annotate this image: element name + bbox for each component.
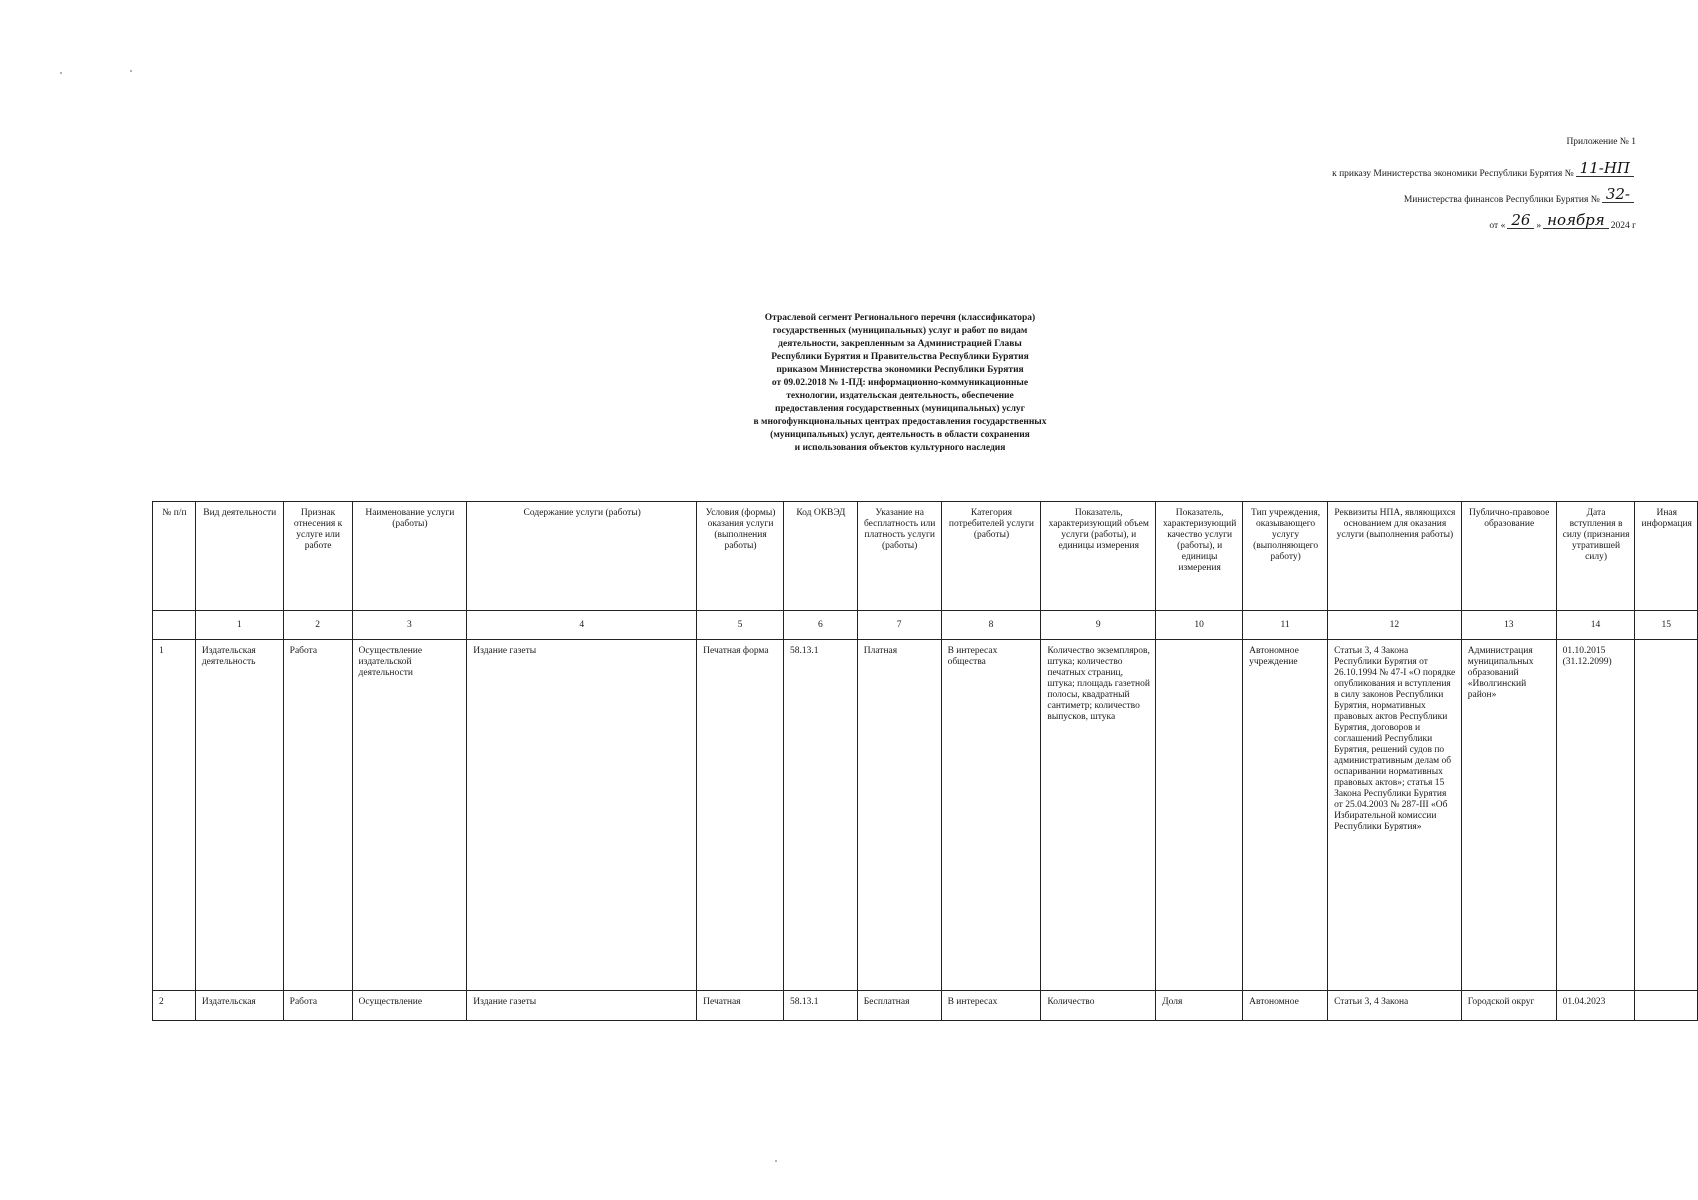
cell-text: Издание газеты bbox=[473, 997, 537, 1007]
table-cell bbox=[1041, 991, 1156, 1021]
table-cell bbox=[467, 991, 697, 1021]
scan-speck bbox=[130, 70, 132, 72]
column-number-cell: 10 bbox=[1156, 611, 1243, 640]
table-cell: Осуществление издательской деятельности bbox=[352, 640, 467, 991]
title-line: технологии, издательская деятельность, обеспечение bbox=[786, 391, 1014, 401]
cell-text: Осуществление bbox=[358, 997, 423, 1007]
header-cell: Показатель, характеризующий качество услуги (работы), и единицы измерения bbox=[1156, 502, 1243, 611]
appendix-line-4 bbox=[1489, 211, 1636, 232]
header-cell: Вид деятельности bbox=[195, 502, 283, 611]
header-cell: Код ОКВЭД bbox=[783, 502, 857, 611]
table-cell bbox=[1156, 991, 1243, 1021]
cell-text: Работа bbox=[289, 997, 318, 1007]
header-cell: Признак отнесения к услуге или работе bbox=[283, 502, 352, 611]
title-line: приказом Министерства экономики Республики Бурятия bbox=[776, 365, 1024, 375]
table-cell bbox=[352, 991, 467, 1021]
handwritten-finance-number: 32- bbox=[1602, 187, 1634, 203]
column-number-cell: 4 bbox=[467, 611, 697, 640]
table-cell: 1 bbox=[153, 640, 196, 991]
cell-text: Издательская bbox=[201, 997, 256, 1007]
table-cell bbox=[941, 991, 1041, 1021]
column-number-cell: 7 bbox=[857, 611, 941, 640]
title-line: Республики Бурятия и Правительства Республики Бурятия bbox=[771, 352, 1029, 362]
table-cell: Статьи 3, 4 Закона Республики Бурятия от 26.10.1994 № 47-I «О порядке опубликования и вступления в силу законов Республики Бурятия, нормативных правовых актов Республики Бурятия, договоров и соглашений Республики Бурятия, решений судов по административным делам об оспаривании нормативных правовых актов»; статья 15 Закона Республики Бурятия от 25.04.2003 № 287-III «Об Избирательной комиссии Республики Бурятия» bbox=[1328, 640, 1462, 991]
appendix-line-2-text: к приказу Министерства экономики Республики Бурятия № bbox=[1332, 169, 1574, 179]
column-number-cell: 1 bbox=[195, 611, 283, 640]
header-cell: Категория потребителей услуги (работы) bbox=[941, 502, 1041, 611]
column-number-cell: 5 bbox=[697, 611, 784, 640]
table-cell bbox=[283, 991, 352, 1021]
appendix-line-1: Приложение № 1 bbox=[1566, 137, 1636, 147]
title-line: и использования объектов культурного наследия bbox=[794, 443, 1006, 453]
table-header-row bbox=[153, 502, 1698, 611]
table-cell: 58.13.1 bbox=[783, 640, 857, 991]
appendix-line-2 bbox=[1332, 159, 1636, 180]
title-line: Отраслевой сегмент Регионального перечня (классификатора) bbox=[764, 313, 1036, 323]
header-cell: Реквизиты НПА, являющихся основанием для оказания услуги (выполнения работы) bbox=[1328, 502, 1462, 611]
cell-text: Доля bbox=[1162, 997, 1183, 1007]
header-cell: Показатель, характеризующий объем услуги (работы), и единицы измерения bbox=[1041, 502, 1156, 611]
table-cell: Автономное учреждение bbox=[1243, 640, 1328, 991]
cell-text: Количество bbox=[1047, 997, 1095, 1007]
table-cell bbox=[1243, 991, 1328, 1021]
table-cell bbox=[1556, 991, 1635, 1021]
handwritten-day: 26 bbox=[1507, 213, 1534, 229]
table-cell bbox=[195, 991, 283, 1021]
header-cell: Указание на бесплатность или платность услуги (работы) bbox=[857, 502, 941, 611]
cell-text: Печатная bbox=[703, 997, 741, 1007]
scan-speck bbox=[775, 1160, 777, 1162]
header-cell: Дата вступления в силу (признания утратившей силу) bbox=[1556, 502, 1635, 611]
cell-text: 2 bbox=[159, 997, 164, 1007]
header-cell: Публично-правовое образование bbox=[1461, 502, 1556, 611]
title-line: предоставления государственных (муниципальных) услуг bbox=[775, 404, 1025, 414]
appendix-line-3 bbox=[1403, 185, 1636, 206]
table-cell: Платная bbox=[857, 640, 941, 991]
table-cell bbox=[1461, 991, 1556, 1021]
column-number-cell: 14 bbox=[1556, 611, 1635, 640]
cell-text: Городской округ bbox=[1467, 997, 1535, 1007]
table-cell bbox=[697, 991, 784, 1021]
header-cell: Условия (формы) оказания услуги (выполнения работы) bbox=[697, 502, 784, 611]
table-cell: Издание газеты bbox=[467, 640, 697, 991]
appendix-line-3-text: Министерства финансов Республики Бурятия № bbox=[1403, 195, 1600, 205]
table-cell bbox=[1328, 991, 1462, 1021]
header-cell: Тип учреждения, оказывающего услугу (выполняющего работу) bbox=[1243, 502, 1328, 611]
header-cell: № п/п bbox=[153, 502, 196, 611]
scan-speck bbox=[60, 72, 62, 74]
table-cell: Количество экземпляров, штука; количество печатных страниц, штука; площадь газетной полосы, квадратный сантиметр; количество выпусков, штука bbox=[1041, 640, 1156, 991]
column-number-cell: 11 bbox=[1243, 611, 1328, 640]
header-cell: Наименование услуги (работы) bbox=[352, 502, 467, 611]
table-cell bbox=[857, 991, 941, 1021]
table-cell: Администрация муниципальных образований «Иволгинский район» bbox=[1461, 640, 1556, 991]
table-cell: Издательская деятельность bbox=[195, 640, 283, 991]
cell-text: В интересах bbox=[947, 997, 998, 1007]
document-title bbox=[690, 312, 1110, 455]
services-register-table bbox=[152, 501, 1698, 1021]
table-cell: Работа bbox=[283, 640, 352, 991]
title-line: деятельности, закрепленным за Администрацией Главы bbox=[778, 339, 1022, 349]
cell-text: Бесплатная bbox=[863, 997, 910, 1007]
title-line: от 09.02.2018 № 1-ПД: информационно-коммуникационные bbox=[771, 378, 1029, 388]
date-mid: » bbox=[1536, 221, 1542, 231]
cell-text: Автономное bbox=[1249, 997, 1299, 1007]
column-number-cell: 6 bbox=[783, 611, 857, 640]
cell-text: 01.04.2023 bbox=[1562, 997, 1606, 1007]
column-number-cell: 13 bbox=[1461, 611, 1556, 640]
handwritten-month: ноября bbox=[1543, 213, 1609, 229]
header-cell: Иная информация bbox=[1635, 502, 1698, 611]
table-row bbox=[153, 991, 1698, 1021]
table-cell bbox=[1156, 640, 1243, 991]
cell-text: Статьи 3, 4 Закона bbox=[1334, 997, 1409, 1007]
table-cell: 01.10.2015 (31.12.2099) bbox=[1556, 640, 1635, 991]
header-cell: Содержание услуги (работы) bbox=[467, 502, 697, 611]
title-line: (муниципальных) услуг, деятельность в области сохранения bbox=[770, 430, 1030, 440]
date-prefix: от « bbox=[1489, 221, 1506, 231]
table-row bbox=[153, 640, 1698, 991]
table-cell: Печатная форма bbox=[697, 640, 784, 991]
column-number-row bbox=[153, 611, 1698, 640]
title-line: государственных (муниципальных) услуг и работ по видам bbox=[772, 326, 1028, 336]
table-cell bbox=[153, 991, 196, 1021]
column-number-cell: 2 bbox=[283, 611, 352, 640]
table-cell bbox=[1635, 991, 1698, 1021]
column-number-cell: 15 bbox=[1635, 611, 1698, 640]
date-suffix: 2024 г bbox=[1610, 221, 1636, 231]
title-line: в многофункциональных центрах предоставления государственных bbox=[753, 417, 1047, 427]
cell-text: 58.13.1 bbox=[789, 997, 819, 1007]
column-number-cell: 8 bbox=[941, 611, 1041, 640]
column-number-cell: 9 bbox=[1041, 611, 1156, 640]
handwritten-order-number: 11-НП bbox=[1576, 161, 1634, 177]
table-cell bbox=[783, 991, 857, 1021]
column-number-cell bbox=[153, 611, 196, 640]
column-number-cell: 12 bbox=[1328, 611, 1462, 640]
table-cell bbox=[1635, 640, 1698, 991]
table-cell: В интересах общества bbox=[941, 640, 1041, 991]
column-number-cell: 3 bbox=[352, 611, 467, 640]
